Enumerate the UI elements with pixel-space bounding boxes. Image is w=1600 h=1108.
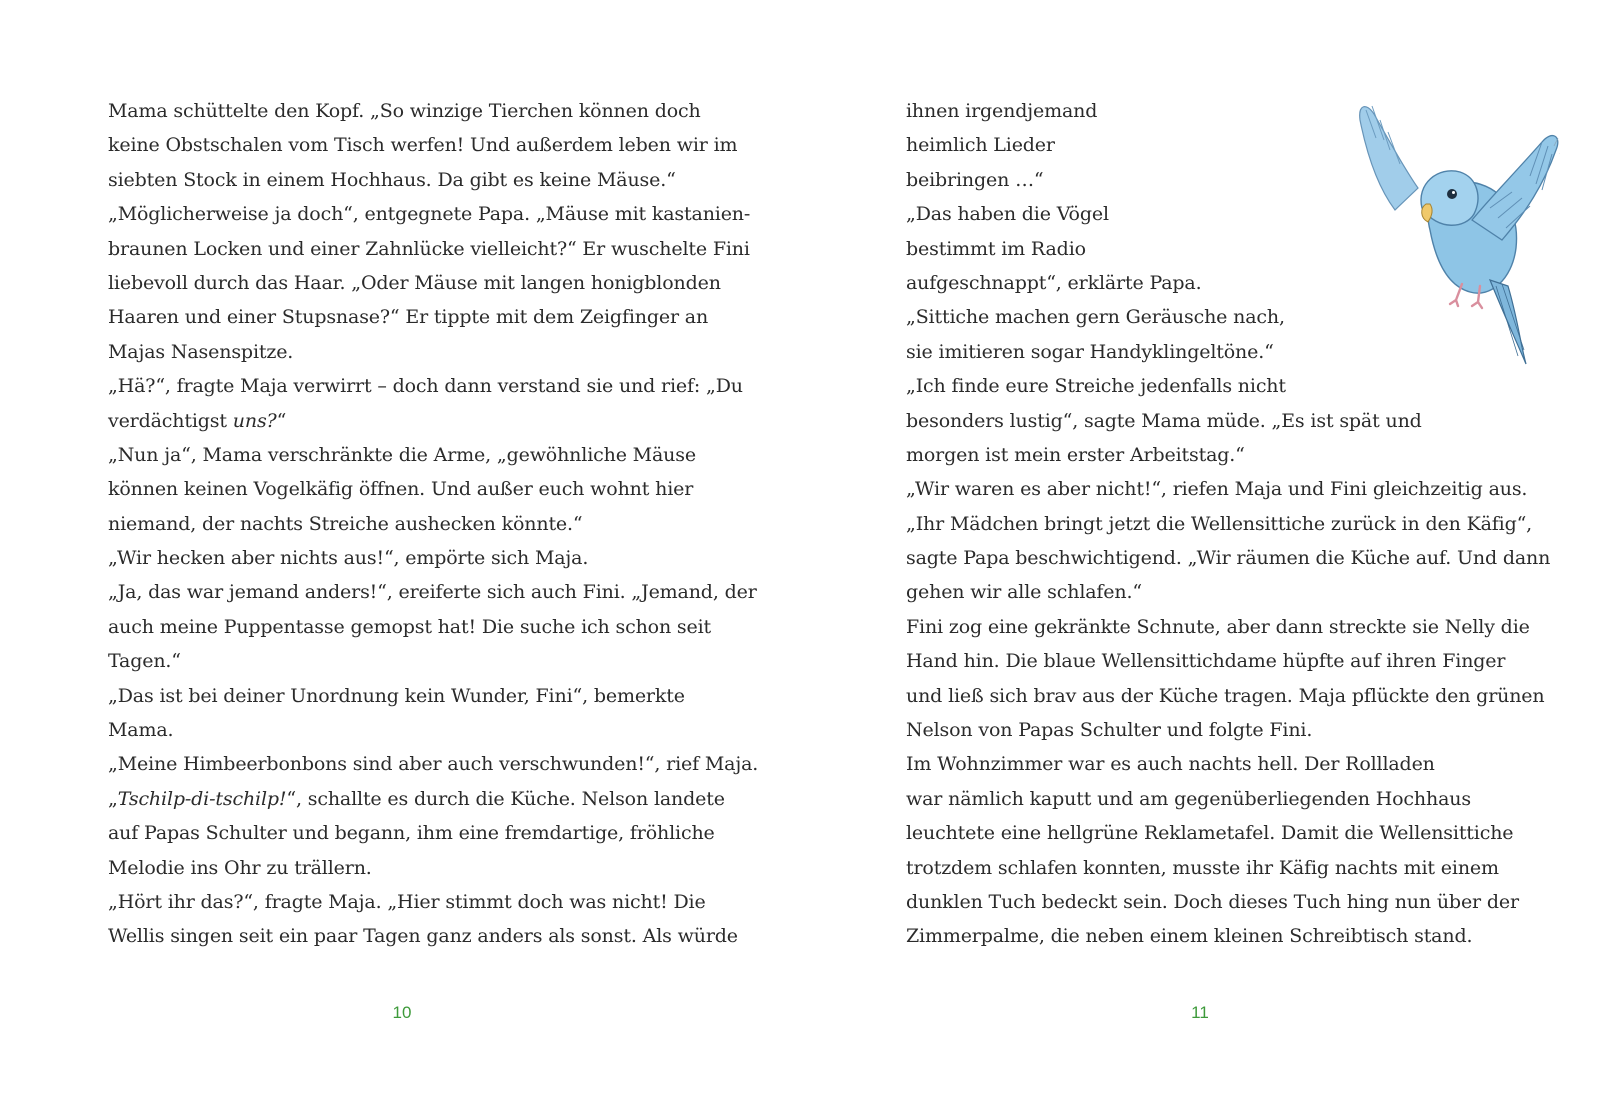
text-segment: besonders lustig“, sagte Mama müde. „Es ist spät und	[906, 409, 1422, 432]
text-line	[108, 782, 728, 816]
text-segment: leuchtete eine hellgrüne Reklametafel. Damit die Wellensittiche	[906, 822, 1514, 845]
right-page	[800, 0, 1600, 1108]
text-line	[906, 919, 1546, 953]
text-segment: Nelson von Papas Schulter und folgte Fini.	[906, 719, 1313, 742]
text-segment: “, schallte es durch die Küche. Nelson landete	[286, 787, 725, 810]
text-line	[108, 232, 750, 266]
text-segment: trotzdem schlafen konnten, musste ihr Käfig nachts mit einem	[906, 856, 1499, 879]
text-line	[108, 438, 728, 472]
text-segment: sie imitieren sogar Handyklingeltöne.“	[906, 340, 1274, 363]
text-segment: Wellis singen seit ein paar Tagen ganz anders als sonst. Als würde	[108, 925, 738, 948]
text-line	[906, 541, 1551, 575]
text-line	[108, 94, 728, 128]
text-line	[906, 885, 1546, 919]
text-segment: und ließ sich brav aus der Küche tragen. Maja pflückte den grünen	[906, 684, 1545, 707]
text-segment: liebevoll durch das Haar. „Oder Mäuse mit langen honigblonden	[108, 271, 721, 294]
text-segment: dunklen Tuch bedeckt sein. Doch dieses Tuch hing nun über der	[906, 890, 1519, 913]
text-segment: aufgeschnappt“, erklärte Papa.	[906, 271, 1202, 294]
text-line	[108, 335, 728, 369]
text-line	[906, 438, 1546, 472]
text-segment: Majas Nasenspitze.	[108, 340, 294, 363]
text-segment: Mama.	[108, 719, 174, 742]
text-line	[906, 851, 1546, 885]
text-line	[906, 610, 1546, 644]
text-segment: niemand, der nachts Streiche aushecken könnte.“	[108, 512, 583, 535]
text-segment: Hand hin. Die blaue Wellensittichdame hüpfte auf ihren Finger	[906, 650, 1506, 673]
text-segment: ihnen irgendjemand	[906, 100, 1098, 122]
text-line	[108, 128, 738, 162]
text-line	[906, 575, 1546, 609]
text-segment: Mama schüttelte den Kopf. „So winzige Tierchen können doch	[108, 100, 701, 122]
text-line	[906, 679, 1546, 713]
left-page-text	[108, 94, 759, 954]
text-segment: „Das haben die Vögel	[906, 203, 1109, 226]
bird-back-wing	[1360, 107, 1418, 210]
text-segment: „Hä?“, fragte Maja verwirrt – doch dann verstand sie und rief: „Du	[108, 375, 743, 398]
text-line	[108, 197, 751, 231]
text-segment: beibringen …“	[906, 168, 1044, 191]
text-segment: „Hört ihr das?“, fragte Maja. „Hier stimmt doch was nicht! Die	[108, 890, 706, 913]
text-segment: gehen wir alle schlafen.“	[906, 581, 1142, 604]
text-segment: „Sittiche machen gern Geräusche nach,	[906, 306, 1285, 329]
bird-tail	[1490, 280, 1526, 364]
text-line	[108, 679, 728, 713]
text-segment: „Ja, das war jemand anders!“, ereiferte sich auch Fini. „Jemand, der	[108, 581, 757, 604]
text-line	[108, 300, 728, 334]
text-line	[108, 885, 728, 919]
text-line	[906, 782, 1546, 816]
text-segment: Haaren und einer Stupsnase?“ Er tippte mit dem Zeigfinger an	[108, 306, 709, 329]
text-segment: keine Obstschalen vom Tisch werfen! Und außerdem leben wir im	[108, 134, 738, 157]
text-line	[906, 472, 1546, 506]
text-segment: „Meine Himbeerbonbons sind aber auch verschwunden!“, rief Maja.	[108, 753, 759, 776]
text-segment: braunen Locken und einer Zahnlücke vielleicht?“ Er wuschelte Fini	[108, 237, 750, 260]
text-segment: Melodie ins Ohr zu trällern.	[108, 856, 372, 879]
text-line	[108, 747, 759, 781]
text-line	[906, 747, 1546, 781]
text-segment: können keinen Vogelkäfig öffnen. Und außer euch wohnt hier	[108, 478, 694, 501]
text-segment: auf Papas Schulter und begann, ihm eine fremdartige, fröhliche	[108, 822, 715, 845]
text-segment: sagte Papa beschwichtigend. „Wir räumen die Küche auf. Und dann	[906, 547, 1551, 570]
text-segment: verdächtigst	[108, 409, 233, 432]
text-segment: siebten Stock in einem Hochhaus. Da gibt es keine Mäuse.“	[108, 168, 676, 191]
text-segment: heimlich Lieder	[906, 134, 1055, 157]
text-line	[906, 507, 1546, 541]
text-segment: Zimmerpalme, die neben einem kleinen Schreibtisch stand.	[906, 925, 1473, 948]
text-line	[108, 575, 757, 609]
text-segment: „Wir waren es aber nicht!“, riefen Maja und Fini gleichzeitig aus.	[906, 478, 1528, 501]
text-segment: Tagen.“	[108, 650, 181, 673]
text-segment: bestimmt im Radio	[906, 237, 1086, 260]
text-line	[108, 404, 728, 438]
bird-eye	[1447, 189, 1457, 199]
text-segment: auch meine Puppentasse gemopst hat! Die suche ich schon seit	[108, 615, 712, 638]
text-line	[108, 816, 728, 850]
text-line	[108, 472, 728, 506]
budgerigar-illustration-icon	[1190, 80, 1560, 380]
italic-text-segment: Tschilp-di-tschilp!	[117, 787, 287, 810]
text-line	[108, 541, 728, 575]
text-segment: „Nun ja“, Mama verschränkte die Arme, „gewöhnliche Mäuse	[108, 443, 696, 466]
text-line	[108, 610, 728, 644]
text-line	[108, 851, 728, 885]
text-line	[108, 266, 728, 300]
text-line	[906, 644, 1546, 678]
text-segment: „Wir hecken aber nichts aus!“, empörte sich Maja.	[108, 547, 589, 570]
text-segment: „Das ist bei deiner Unordnung kein Wunder, Fini“, bemerkte	[108, 684, 685, 707]
text-segment: Fini zog eine gekränkte Schnute, aber dann streckte sie Nelly die	[906, 615, 1530, 638]
text-segment: „Ihr Mädchen bringt jetzt die Wellensittiche zurück in den Käfig“,	[906, 512, 1533, 535]
text-line	[108, 507, 728, 541]
right-page-number: 11	[1191, 1003, 1209, 1022]
text-segment: „Möglicherweise ja doch“, entgegnete Papa. „Mäuse mit kastanien-	[108, 203, 751, 226]
text-line	[906, 816, 1546, 850]
italic-text-segment: uns?	[232, 409, 277, 432]
text-segment: morgen ist mein erster Arbeitstag.“	[906, 443, 1245, 466]
text-segment: „	[108, 787, 118, 810]
text-line	[906, 404, 1546, 438]
text-segment: war nämlich kaputt und am gegenüberliegenden Hochhaus	[906, 787, 1471, 810]
text-line	[108, 163, 728, 197]
text-segment: “	[276, 409, 287, 432]
text-segment: Im Wohnzimmer war es auch nachts hell. Der Rollladen	[906, 753, 1435, 776]
text-line	[108, 369, 743, 403]
left-page-number: 10	[392, 1003, 412, 1022]
text-line	[108, 644, 728, 678]
text-line	[108, 919, 738, 953]
text-line	[108, 713, 728, 747]
text-segment: „Ich finde eure Streiche jedenfalls nicht	[906, 375, 1286, 398]
text-line	[906, 713, 1546, 747]
